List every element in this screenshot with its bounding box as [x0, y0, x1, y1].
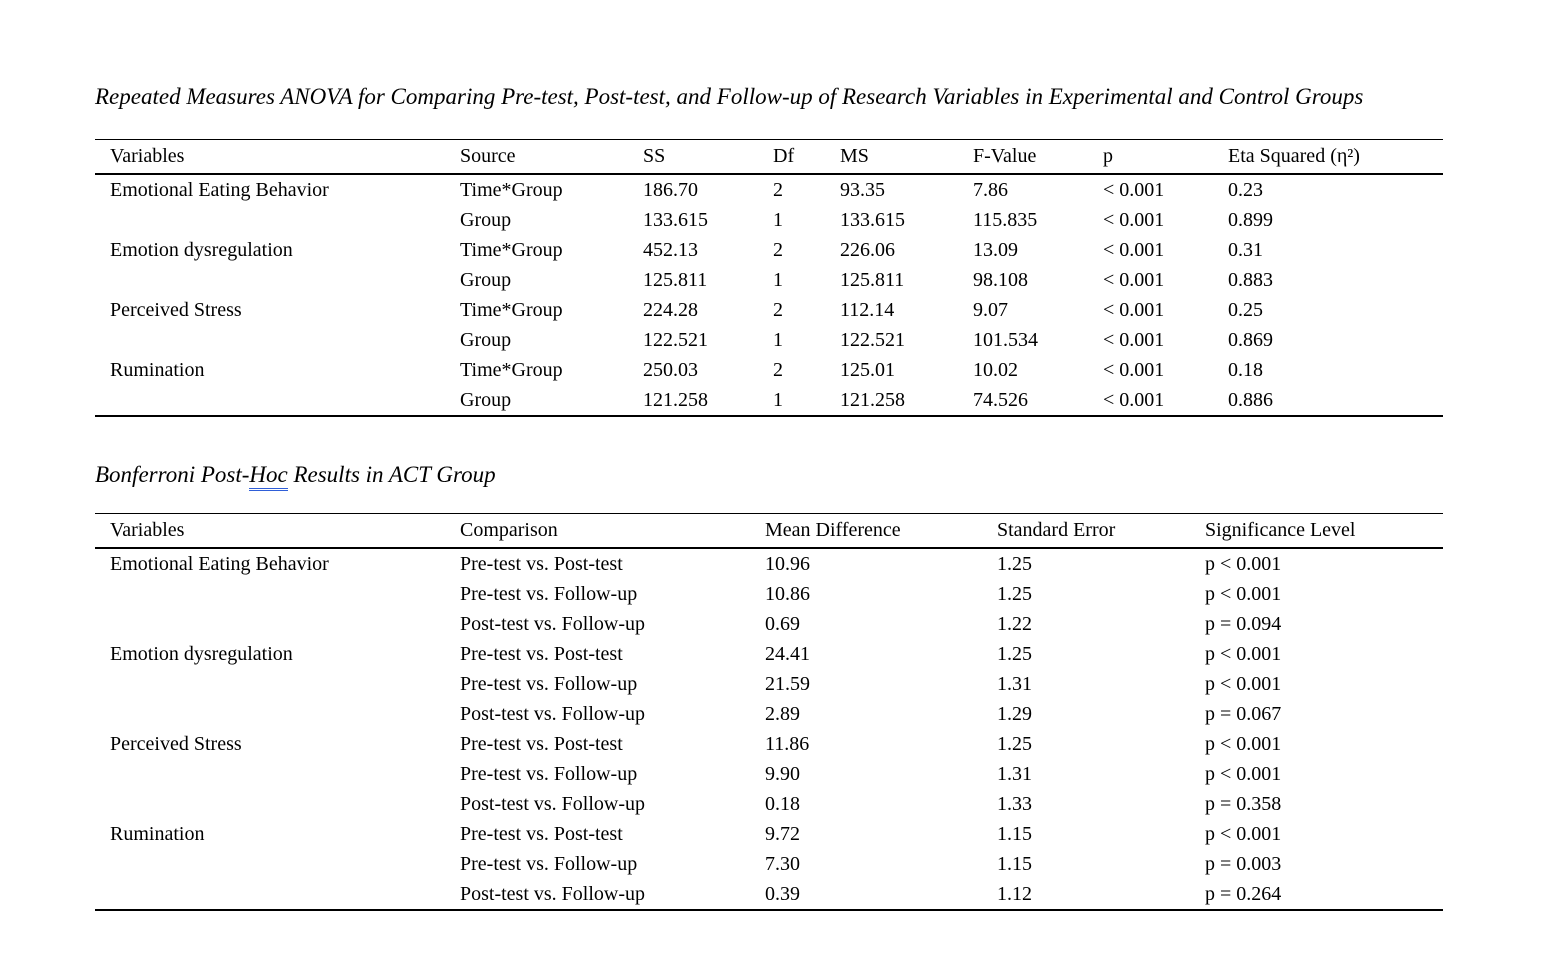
table-cell: 1.31	[997, 762, 1032, 785]
table-cell: p = 0.264	[1205, 882, 1282, 905]
table-cell: 112.14	[840, 298, 895, 321]
table-cell: p = 0.358	[1205, 792, 1282, 815]
table-cell: 1.33	[997, 792, 1032, 815]
table-cell	[95, 789, 460, 819]
table-cell: 101.534	[973, 328, 1038, 351]
table-cell: 9.90	[765, 762, 800, 785]
table-cell: 0.886	[1228, 388, 1273, 411]
table-cell: Post-test vs. Follow-up	[460, 792, 646, 815]
table-cell: 122.521	[643, 328, 708, 351]
table-cell: 133.615	[643, 208, 708, 231]
table-cell: p = 0.003	[1205, 852, 1282, 875]
table-row	[95, 385, 1443, 416]
table-cell: Emotion dysregulation	[110, 238, 293, 261]
posthoc-table	[95, 513, 1443, 911]
table-cell: 186.70	[643, 178, 698, 201]
table-cell: Post-test vs. Follow-up	[460, 702, 646, 725]
table-cell: 121.258	[643, 388, 708, 411]
table-cell: Time*Group	[460, 298, 563, 321]
table-cell: 122.521	[840, 328, 905, 351]
table-cell: 10.02	[973, 358, 1018, 381]
column-header: F-Value	[973, 145, 1037, 167]
table-row	[95, 355, 1443, 385]
posthoc-table-header	[95, 514, 1443, 549]
table-row	[95, 819, 1443, 849]
table-cell: 121.258	[840, 388, 905, 411]
table-cell: Time*Group	[460, 178, 563, 201]
table-row	[95, 295, 1443, 325]
table-cell: Emotional Eating Behavior	[110, 178, 329, 201]
table-cell: Pre-test vs. Post-test	[460, 732, 623, 755]
table-cell: p = 0.067	[1205, 702, 1282, 725]
posthoc-title-suffix: Results in ACT Group	[287, 462, 496, 487]
table-cell	[95, 669, 460, 699]
column-header: Variables	[110, 145, 185, 167]
table-cell: 11.86	[765, 732, 810, 755]
column-header: Source	[460, 145, 516, 167]
table-cell: 1.25	[997, 582, 1032, 605]
table-cell: 1.25	[997, 552, 1032, 575]
table-cell: 1.29	[997, 702, 1032, 725]
table-cell: 74.526	[973, 388, 1028, 411]
anova-table-title: Repeated Measures ANOVA for Comparing Pre-test, Post-test, and Follow-up of Research Variables in Experimental and Control Groups	[95, 84, 1364, 109]
table-cell: Pre-test vs. Follow-up	[460, 582, 638, 605]
table-cell: 0.69	[765, 612, 800, 635]
table-cell: p < 0.001	[1205, 642, 1282, 665]
table-cell: 2.89	[765, 702, 800, 725]
table-cell: Post-test vs. Follow-up	[460, 882, 646, 905]
table-cell: Emotional Eating Behavior	[110, 552, 329, 575]
anova-table-header	[95, 140, 1443, 175]
table-cell: 125.01	[840, 358, 895, 381]
table-cell	[95, 699, 460, 729]
table-cell: 7.30	[765, 852, 800, 875]
table-row	[95, 699, 1443, 729]
table-cell: 115.835	[973, 208, 1038, 231]
table-row	[95, 174, 1443, 205]
table-cell	[95, 879, 460, 910]
table-cell: 125.811	[643, 268, 708, 291]
table-cell: 1.31	[997, 672, 1032, 695]
column-header: SS	[643, 145, 666, 167]
header-row	[95, 140, 1443, 175]
anova-table	[95, 139, 1443, 417]
table-cell: 0.869	[1228, 328, 1273, 351]
table-cell: 0.18	[1228, 358, 1263, 381]
table-row	[95, 579, 1443, 609]
table-cell: < 0.001	[1103, 238, 1165, 261]
table-cell: 93.35	[840, 178, 885, 201]
table-cell: Pre-test vs. Post-test	[460, 822, 623, 845]
table-cell: Pre-test vs. Post-test	[460, 642, 623, 665]
table-cell: < 0.001	[1103, 358, 1165, 381]
table-cell: 2	[773, 298, 783, 321]
table-cell: Post-test vs. Follow-up	[460, 612, 646, 635]
table-cell: Pre-test vs. Follow-up	[460, 852, 638, 875]
table-cell: < 0.001	[1103, 328, 1165, 351]
table-cell: 1.25	[997, 732, 1032, 755]
table-cell: Rumination	[110, 822, 205, 845]
table-cell: 0.883	[1228, 268, 1273, 291]
table-cell: 10.86	[765, 582, 810, 605]
table-cell: 1.25	[997, 642, 1032, 665]
table-cell: Perceived Stress	[110, 732, 242, 755]
table-cell	[95, 609, 460, 639]
column-header: Df	[773, 145, 795, 167]
table-cell: 21.59	[765, 672, 810, 695]
table-cell: 224.28	[643, 298, 698, 321]
table-cell: Group	[460, 208, 512, 231]
table-cell: < 0.001	[1103, 178, 1165, 201]
table-row	[95, 789, 1443, 819]
column-header: Standard Error	[997, 519, 1116, 541]
table-cell: Pre-test vs. Follow-up	[460, 672, 638, 695]
table-cell: 2	[773, 238, 783, 261]
table-cell: Group	[460, 268, 512, 291]
table-row	[95, 669, 1443, 699]
table-cell: 133.615	[840, 208, 905, 231]
table-cell: 9.72	[765, 822, 800, 845]
table-cell: Time*Group	[460, 358, 563, 381]
table-cell: < 0.001	[1103, 388, 1165, 411]
table-row	[95, 235, 1443, 265]
table-cell: 1.22	[997, 612, 1032, 635]
table-cell: 2	[773, 178, 783, 201]
table-cell: Emotion dysregulation	[110, 642, 293, 665]
table-cell: 9.07	[973, 298, 1008, 321]
table-cell: 1	[773, 268, 783, 291]
table-row	[95, 879, 1443, 910]
table-cell	[95, 579, 460, 609]
table-cell: < 0.001	[1103, 268, 1165, 291]
table-cell: 0.23	[1228, 178, 1263, 201]
table-cell: < 0.001	[1103, 208, 1165, 231]
table-row	[95, 609, 1443, 639]
table-cell	[95, 849, 460, 879]
posthoc-title-prefix: Bonferroni Post-	[95, 462, 250, 487]
table-cell: Time*Group	[460, 238, 563, 261]
column-header: MS	[840, 145, 869, 167]
table-cell: p < 0.001	[1205, 552, 1282, 575]
table-cell: Group	[460, 388, 512, 411]
table-cell	[95, 385, 460, 416]
table-row	[95, 759, 1443, 789]
table-cell: 250.03	[643, 358, 698, 381]
table-cell: Rumination	[110, 358, 205, 381]
table-row	[95, 205, 1443, 235]
table-cell: 1	[773, 388, 783, 411]
table-cell	[95, 205, 460, 235]
table-row	[95, 729, 1443, 759]
table-row	[95, 325, 1443, 355]
table-cell: 0.31	[1228, 238, 1263, 261]
table-cell: 1	[773, 328, 783, 351]
table-cell	[95, 325, 460, 355]
table-cell	[95, 759, 460, 789]
column-header: Eta Squared (η²)	[1228, 145, 1360, 167]
posthoc-table-title	[95, 461, 1550, 489]
table-cell: < 0.001	[1103, 298, 1165, 321]
column-header: Mean Difference	[765, 519, 901, 541]
grammar-flagged-word: Hoc	[249, 462, 287, 491]
table-row	[95, 548, 1443, 579]
column-header: p	[1103, 145, 1113, 167]
table-cell: 452.13	[643, 238, 698, 261]
table-cell: 226.06	[840, 238, 895, 261]
column-header: Significance Level	[1205, 519, 1356, 541]
table-cell: 10.96	[765, 552, 810, 575]
table-cell: p < 0.001	[1205, 582, 1282, 605]
table-cell: p < 0.001	[1205, 672, 1282, 695]
column-header: Variables	[110, 519, 185, 541]
table-row	[95, 265, 1443, 295]
table-cell: p < 0.001	[1205, 822, 1282, 845]
table-cell: 125.811	[840, 268, 905, 291]
table-row	[95, 849, 1443, 879]
posthoc-table-body	[95, 548, 1443, 910]
table-row	[95, 639, 1443, 669]
anova-table-body	[95, 174, 1443, 416]
table-cell: 98.108	[973, 268, 1028, 291]
table-cell: Pre-test vs. Post-test	[460, 552, 623, 575]
table-cell: 0.25	[1228, 298, 1263, 321]
table-cell: p < 0.001	[1205, 762, 1282, 785]
table-cell: 1.15	[997, 822, 1032, 845]
table-cell: Perceived Stress	[110, 298, 242, 321]
column-header: Comparison	[460, 519, 558, 541]
table-cell: 0.899	[1228, 208, 1273, 231]
table-cell	[95, 265, 460, 295]
table-cell: 2	[773, 358, 783, 381]
table-cell: 0.39	[765, 882, 800, 905]
table-cell: 1.12	[997, 882, 1032, 905]
table-cell: 0.18	[765, 792, 800, 815]
table-cell: 13.09	[973, 238, 1018, 261]
table-cell: 1.15	[997, 852, 1032, 875]
table-cell: Pre-test vs. Follow-up	[460, 762, 638, 785]
table-cell: p < 0.001	[1205, 732, 1282, 755]
table-cell: 24.41	[765, 642, 810, 665]
table-cell: p = 0.094	[1205, 612, 1282, 635]
table-cell: 7.86	[973, 178, 1008, 201]
header-row	[95, 514, 1443, 549]
table-cell: Group	[460, 328, 512, 351]
table-cell: 1	[773, 208, 783, 231]
